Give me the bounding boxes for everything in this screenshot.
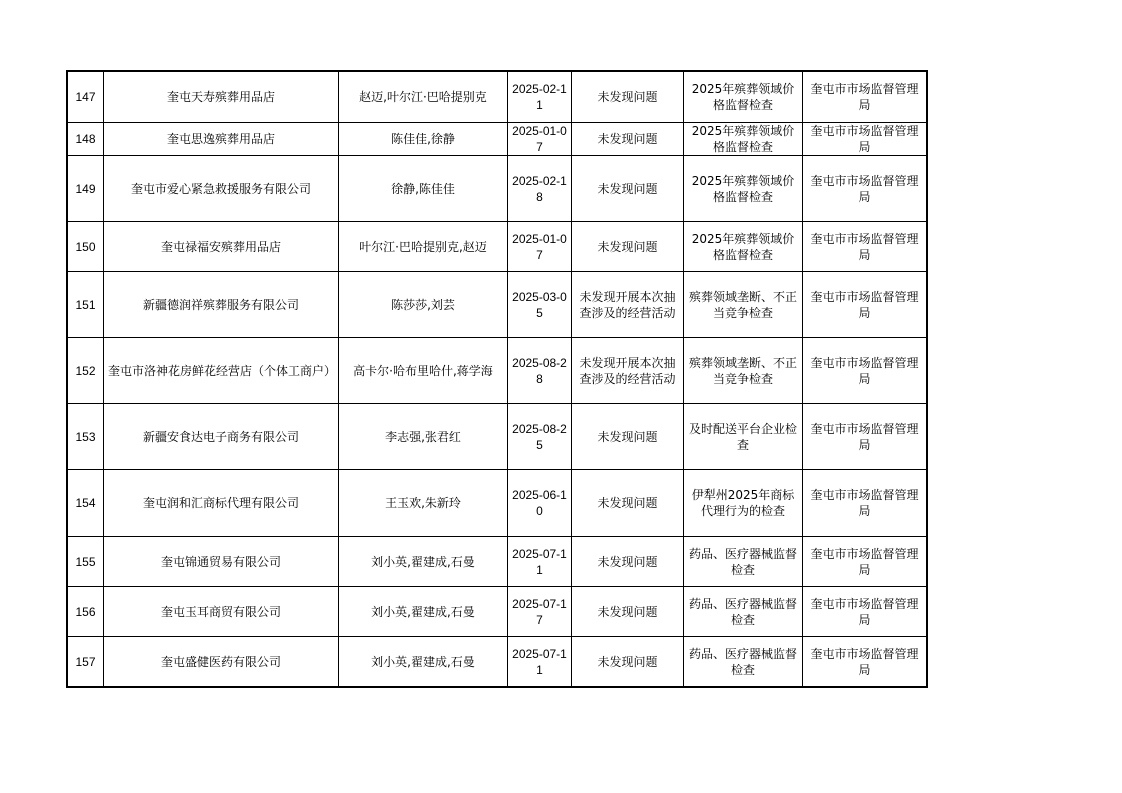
inspectors: 赵迈,叶尔江·巴哈提别克 [339, 72, 508, 123]
inspected-entity: 新疆安食达电子商务有限公司 [104, 404, 339, 470]
row-number: 157 [68, 637, 104, 687]
inspection-date: 2025-07-17 [508, 587, 572, 637]
inspection-result: 未发现问题 [572, 587, 684, 637]
inspectors: 陈佳佳,徐静 [339, 123, 508, 156]
row-number: 154 [68, 470, 104, 537]
inspection-result: 未发现问题 [572, 537, 684, 587]
inspection-result: 未发现问题 [572, 222, 684, 272]
inspection-task: 药品、医疗器械监督检查 [684, 637, 803, 687]
table-row [68, 537, 927, 587]
row-number: 149 [68, 156, 104, 222]
table-body [68, 72, 927, 687]
inspected-entity: 奎屯润和汇商标代理有限公司 [104, 470, 339, 537]
inspection-agency: 奎屯市市场监督管理局 [803, 222, 927, 272]
inspection-result: 未发现问题 [572, 156, 684, 222]
row-number: 155 [68, 537, 104, 587]
table-row [68, 72, 927, 123]
inspection-result: 未发现问题 [572, 123, 684, 156]
inspection-result: 未发现开展本次抽查涉及的经营活动 [572, 338, 684, 404]
inspectors: 陈莎莎,刘芸 [339, 272, 508, 338]
row-number: 151 [68, 272, 104, 338]
inspection-agency: 奎屯市市场监督管理局 [803, 123, 927, 156]
table-row [68, 338, 927, 404]
table-row [68, 156, 927, 222]
inspection-agency: 奎屯市市场监督管理局 [803, 72, 927, 123]
row-number: 147 [68, 72, 104, 123]
inspected-entity: 奎屯盛健医药有限公司 [104, 637, 339, 687]
inspectors: 叶尔江·巴哈提别克,赵迈 [339, 222, 508, 272]
inspection-date: 2025-07-11 [508, 637, 572, 687]
inspection-agency: 奎屯市市场监督管理局 [803, 587, 927, 637]
inspected-entity: 奎屯锦通贸易有限公司 [104, 537, 339, 587]
inspection-task: 殡葬领域垄断、不正当竞争检查 [684, 272, 803, 338]
inspection-agency: 奎屯市市场监督管理局 [803, 404, 927, 470]
inspection-date: 2025-02-18 [508, 156, 572, 222]
inspectors: 李志强,张君红 [339, 404, 508, 470]
inspection-task: 殡葬领域垄断、不正当竞争检查 [684, 338, 803, 404]
inspection-result: 未发现问题 [572, 72, 684, 123]
inspected-entity: 奎屯市洛神花房鲜花经营店（个体工商户） [104, 338, 339, 404]
inspection-result: 未发现问题 [572, 470, 684, 537]
inspected-entity: 奎屯天寿殡葬用品店 [104, 72, 339, 123]
inspection-date: 2025-02-11 [508, 72, 572, 123]
inspection-task: 药品、医疗器械监督检查 [684, 587, 803, 637]
table-row [68, 272, 927, 338]
row-number: 150 [68, 222, 104, 272]
inspected-entity: 新疆德润祥殡葬服务有限公司 [104, 272, 339, 338]
inspected-entity: 奎屯玉耳商贸有限公司 [104, 587, 339, 637]
inspection-task: 2025年殡葬领域价格监督检查 [684, 123, 803, 156]
inspection-date: 2025-08-25 [508, 404, 572, 470]
table-row [68, 470, 927, 537]
inspection-agency: 奎屯市市场监督管理局 [803, 537, 927, 587]
inspection-task: 2025年殡葬领域价格监督检查 [684, 156, 803, 222]
inspection-task: 及时配送平台企业检查 [684, 404, 803, 470]
inspection-date: 2025-06-10 [508, 470, 572, 537]
inspection-result: 未发现开展本次抽查涉及的经营活动 [572, 272, 684, 338]
inspection-results-table [67, 71, 927, 687]
inspectors: 刘小英,翟建成,石曼 [339, 537, 508, 587]
inspected-entity: 奎屯市爱心紧急救援服务有限公司 [104, 156, 339, 222]
inspection-agency: 奎屯市市场监督管理局 [803, 470, 927, 537]
inspectors: 刘小英,翟建成,石曼 [339, 587, 508, 637]
inspection-agency: 奎屯市市场监督管理局 [803, 272, 927, 338]
inspected-entity: 奎屯禄福安殡葬用品店 [104, 222, 339, 272]
inspectors: 徐静,陈佳佳 [339, 156, 508, 222]
inspectors: 王玉欢,朱新玲 [339, 470, 508, 537]
table-row [68, 587, 927, 637]
inspection-date: 2025-03-05 [508, 272, 572, 338]
table-row [68, 404, 927, 470]
inspection-task: 2025年殡葬领域价格监督检查 [684, 72, 803, 123]
inspected-entity: 奎屯思逸殡葬用品店 [104, 123, 339, 156]
inspection-date: 2025-01-07 [508, 222, 572, 272]
inspection-date: 2025-08-28 [508, 338, 572, 404]
inspectors: 刘小英,翟建成,石曼 [339, 637, 508, 687]
inspection-agency: 奎屯市市场监督管理局 [803, 637, 927, 687]
inspection-date: 2025-07-11 [508, 537, 572, 587]
row-number: 152 [68, 338, 104, 404]
inspectors: 高卡尔·哈布里哈什,蒋学海 [339, 338, 508, 404]
inspection-agency: 奎屯市市场监督管理局 [803, 156, 927, 222]
inspection-task: 药品、医疗器械监督检查 [684, 537, 803, 587]
row-number: 148 [68, 123, 104, 156]
inspection-date: 2025-01-07 [508, 123, 572, 156]
inspection-task: 2025年殡葬领域价格监督检查 [684, 222, 803, 272]
row-number: 153 [68, 404, 104, 470]
table-row [68, 123, 927, 156]
table-row [68, 637, 927, 687]
inspection-result: 未发现问题 [572, 404, 684, 470]
inspection-task: 伊犁州2025年商标代理行为的检查 [684, 470, 803, 537]
inspection-agency: 奎屯市市场监督管理局 [803, 338, 927, 404]
inspection-result: 未发现问题 [572, 637, 684, 687]
row-number: 156 [68, 587, 104, 637]
table-row [68, 222, 927, 272]
